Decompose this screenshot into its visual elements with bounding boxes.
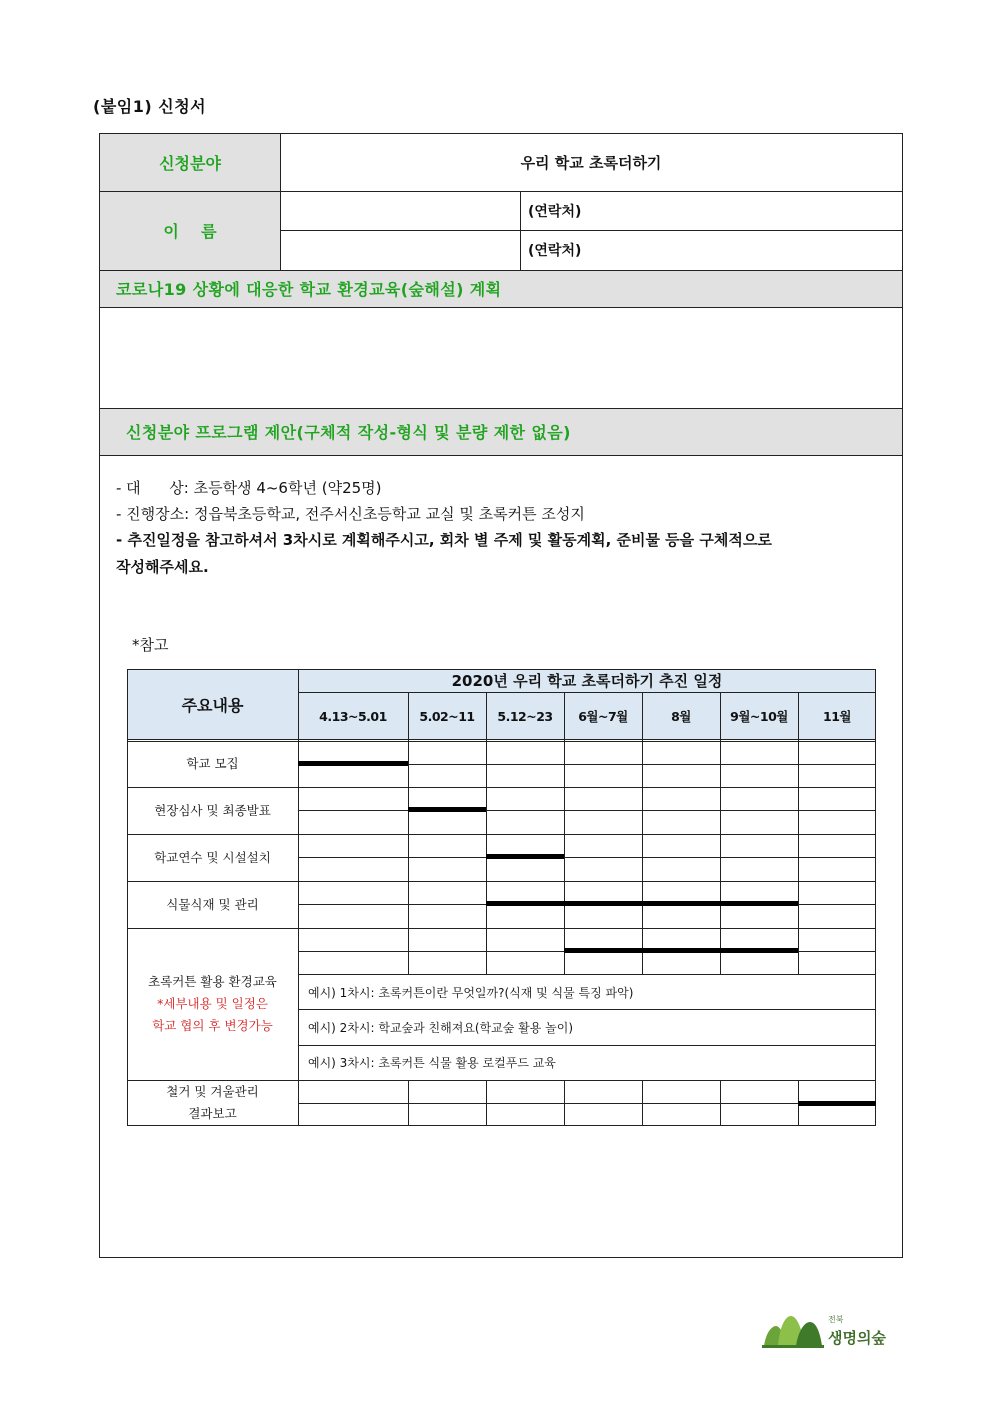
- last-row-label: [127, 1080, 298, 1126]
- name-field-1[interactable]: [280, 191, 520, 230]
- reference-label: *참고: [132, 636, 169, 654]
- gantt-bar-education: [564, 948, 798, 953]
- gantt-bar-review: [408, 807, 486, 812]
- section1-body[interactable]: [100, 307, 902, 408]
- period-header: 8월: [671, 709, 691, 724]
- period-header: 5.02~11: [419, 708, 475, 724]
- contact-field-1[interactable]: (연락처): [528, 203, 582, 220]
- program-instruction: - 추진일정을 참고하셔서 3차시로 계획해주시고, 회차 별 주제 및 활동계획, 준비물 등을 구체적으로: [116, 531, 772, 549]
- gantt-bar-recruitment: [298, 761, 408, 766]
- program-instruction-cont: 작성해주세요.: [116, 558, 209, 576]
- main-content-header: 주요내용: [181, 695, 244, 715]
- period-header: 11월: [823, 709, 851, 724]
- program-target: - 대 상: 초등학생 4~6학년 (약25명): [116, 479, 382, 497]
- edu-note: 학교 협의 후 변경가능: [152, 1018, 273, 1033]
- schedule-row-label: 학교연수 및 시설설치: [154, 849, 271, 865]
- period-header: 5.12~23: [497, 708, 553, 724]
- gantt-bar-planting: [486, 901, 798, 906]
- name-field-2[interactable]: [280, 230, 520, 270]
- example-session-3: 예시) 3차시: 초록커튼 식물 활용 로컬푸드 교육: [308, 1056, 556, 1070]
- logo-name: 생명의숲: [828, 1329, 886, 1347]
- schedule-row-label: 학교 모집: [186, 756, 239, 771]
- section2-title: 신청분야 프로그램 제안(구체적 작성-형식 및 분량 제한 없음): [100, 408, 902, 455]
- field-label: 신청분야: [100, 134, 280, 191]
- name-label: 이 름: [100, 191, 280, 270]
- logo-region: 전북: [828, 1315, 844, 1324]
- edu-label: 초록커튼 활용 환경교육: [148, 974, 277, 989]
- last-label: 결과보고: [188, 1106, 237, 1121]
- field-value: 우리 학교 초록더하기: [520, 154, 662, 172]
- schedule-row-label: 식물식재 및 관리: [166, 896, 259, 912]
- document-heading: (붙임1) 신청서: [93, 97, 207, 116]
- period-header: 4.13~5.01: [319, 708, 387, 724]
- section1-title: 코로나19 상황에 대응한 학교 환경교육(숲해설) 계획: [100, 270, 902, 307]
- period-header: 9월~10월: [730, 709, 788, 724]
- last-label: 철거 및 겨울관리: [166, 1084, 259, 1099]
- edu-row-label: [127, 928, 298, 1080]
- gantt-bar-training: [486, 854, 564, 859]
- edu-note: *세부내용 및 일정은: [157, 996, 268, 1011]
- schedule-table: [127, 669, 876, 1126]
- gantt-bar-removal: [798, 1101, 876, 1106]
- example-session-2: 예시) 2차시: 학교숲과 친해져요(학교숲 활용 놀이): [308, 1021, 574, 1035]
- program-venue: - 진행장소: 정읍북초등학교, 전주서신초등학교 교실 및 초록커튼 조성지: [116, 505, 585, 523]
- example-session-1: 예시) 1차시: 초록커튼이란 무엇일까?(식재 및 식물 특징 파악): [308, 986, 634, 1000]
- schedule-title: 2020년 우리 학교 초록더하기 추진 일정: [451, 672, 723, 690]
- period-header: 6월~7월: [578, 709, 628, 724]
- contact-field-2[interactable]: (연락처): [528, 243, 582, 259]
- schedule-row-label: 현장심사 및 최종발표: [154, 802, 271, 818]
